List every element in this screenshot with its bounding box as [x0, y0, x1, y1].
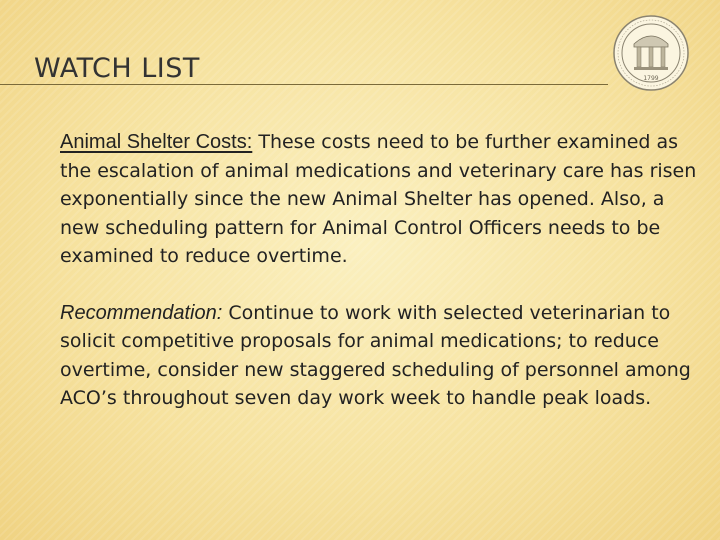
- paragraph-text: These costs need to be further examined as the escalation of animal medications and veterinary care has risen exponentially since the new Animal Shelter has opened. Also, a new scheduling pattern for Animal Control Officers needs to be examined to reduce overtime.: [60, 131, 697, 267]
- paragraph-animal-shelter-costs: [60, 128, 700, 271]
- paragraph-lead-label: Recommendation:: [60, 301, 223, 324]
- paragraph-recommendation: [60, 299, 700, 413]
- state-seal-icon: [612, 14, 690, 92]
- paragraph-text: Continue to work with selected veterinarian to solicit competitive proposals for animal medications; to reduce overtime, consider new staggered scheduling of personnel among ACO’s throughout seven day work week to handle peak loads.: [60, 301, 691, 409]
- title-divider: [0, 84, 608, 85]
- seal-year: 1799: [643, 75, 659, 82]
- slide-body: [60, 128, 700, 441]
- slide-title: WATCH LIST: [34, 53, 200, 84]
- paragraph-lead-label: Animal Shelter Costs:: [60, 131, 253, 153]
